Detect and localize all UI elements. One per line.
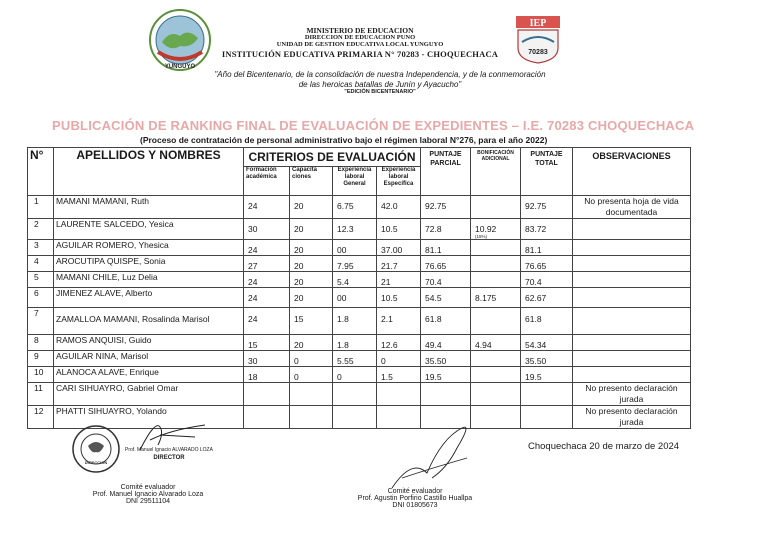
right-signer-role: Comité evaluador xyxy=(387,488,443,495)
row-name: CARI SIHUAYRO, Gabriel Omar xyxy=(56,383,179,393)
row-name-cell xyxy=(54,308,244,335)
row-number: 11 xyxy=(34,383,43,393)
row-exp-especifica-cell xyxy=(377,240,421,256)
row-exp-especifica-cell xyxy=(377,383,421,406)
row-formacion-cell xyxy=(244,367,290,383)
row-exp-especifica: 1.5 xyxy=(381,372,393,382)
row-exp-general: 00 xyxy=(337,293,347,303)
row-puntaje-parcial-cell xyxy=(421,196,471,219)
row-number: 3 xyxy=(34,240,39,250)
row-name: RAMOS ANQUISI, Guido xyxy=(56,335,152,345)
row-exp-general: 6.75 xyxy=(337,201,354,211)
row-capacitaciones: 20 xyxy=(294,201,304,211)
row-name: AGUILAR ROMERO, Yhesica xyxy=(56,240,169,250)
row-bonificacion: 4.94 xyxy=(475,340,492,350)
row-name-cell xyxy=(54,383,244,406)
row-formacion-cell xyxy=(244,288,290,308)
row-observaciones: No presento declaración jurada xyxy=(585,406,678,427)
row-puntaje-total: 81.1 xyxy=(525,245,542,255)
row-number-cell xyxy=(28,219,54,240)
motto-line-1: "Año del Bicentenario, de la consolidación de nuestra Independencia, y de la conmemoración xyxy=(214,70,546,79)
row-puntaje-parcial: 49.4 xyxy=(425,340,442,350)
row-name: ZAMALLOA MAMANI, Rosalinda Marisol xyxy=(56,314,210,324)
row-capacitaciones: 0 xyxy=(294,372,299,382)
right-signer-name: Prof. Agustin Porfirio Castillo Huallpa xyxy=(357,495,473,502)
table-row xyxy=(28,288,691,308)
row-exp-especifica: 12.6 xyxy=(381,340,398,350)
row-puntaje-total-cell xyxy=(521,367,573,383)
row-exp-general-cell xyxy=(333,406,377,429)
row-number: 1 xyxy=(34,196,39,206)
row-exp-general-cell xyxy=(333,272,377,288)
row-puntaje-total: 76.65 xyxy=(525,261,547,271)
table-row xyxy=(28,367,691,383)
row-name: PHATTI SIHUAYRO, Yolando xyxy=(56,406,167,416)
row-number-cell xyxy=(28,351,54,367)
right-signer-dni: DNI 01805673 xyxy=(392,502,438,509)
header-bonificacion: BONIFICACIÓN ADICIONAL xyxy=(471,148,521,196)
row-formacion: 24 xyxy=(248,293,258,303)
row-bonificacion: 10.92 xyxy=(475,224,497,234)
row-exp-general-cell xyxy=(333,219,377,240)
row-exp-general-cell xyxy=(333,308,377,335)
row-formacion-cell xyxy=(244,406,290,429)
row-number: 4 xyxy=(34,256,39,266)
right-logo-text: IEP xyxy=(529,18,547,29)
row-formacion: 24 xyxy=(248,245,258,255)
row-bonificacion-cell xyxy=(471,308,521,335)
row-puntaje-parcial: 61.8 xyxy=(425,314,442,324)
row-exp-especifica: 37.00 xyxy=(381,245,403,255)
ranking-table-body xyxy=(28,196,691,429)
row-number-cell xyxy=(28,288,54,308)
left-signer-role: Comité evaluador xyxy=(120,484,176,491)
row-exp-especifica-cell xyxy=(377,308,421,335)
row-number-cell xyxy=(28,406,54,429)
left-signer-name: Prof. Manuel Ignacio Alvarado Loza xyxy=(92,491,204,498)
row-formacion: 24 xyxy=(248,277,258,287)
row-name-cell xyxy=(54,335,244,351)
row-name: AGUILAR NINA, Marisol xyxy=(56,351,149,361)
table-row xyxy=(28,308,691,335)
header-exp-general: Experiencia laboral General xyxy=(333,167,377,196)
row-exp-especifica-cell xyxy=(377,367,421,383)
iep-shield-logo xyxy=(514,14,562,64)
row-capacitaciones-cell xyxy=(290,288,333,308)
row-puntaje-total-cell xyxy=(521,219,573,240)
table-row xyxy=(28,272,691,288)
row-exp-general-cell xyxy=(333,367,377,383)
table-row xyxy=(28,196,691,219)
row-capacitaciones-cell xyxy=(290,351,333,367)
row-exp-especifica: 21.7 xyxy=(381,261,398,271)
row-exp-especifica-cell xyxy=(377,288,421,308)
seal-text: DIRECCION xyxy=(84,460,108,465)
row-capacitaciones-cell xyxy=(290,256,333,272)
row-name-cell xyxy=(54,196,244,219)
row-exp-especifica: 0 xyxy=(381,356,386,366)
row-formacion-cell xyxy=(244,351,290,367)
row-exp-especifica: 42.0 xyxy=(381,201,398,211)
row-exp-general-cell xyxy=(333,288,377,308)
row-name-cell xyxy=(54,219,244,240)
row-puntaje-total-cell xyxy=(521,240,573,256)
motto-edition: "EDICIÓN BICENTENARIO" xyxy=(344,89,416,95)
row-puntaje-total-cell xyxy=(521,272,573,288)
right-signer xyxy=(340,488,490,509)
row-exp-general: 5.4 xyxy=(337,277,349,287)
right-signature xyxy=(372,418,492,498)
row-capacitaciones-cell xyxy=(290,272,333,288)
table-row xyxy=(28,383,691,406)
row-number: 8 xyxy=(34,335,39,345)
row-observaciones-cell xyxy=(573,335,691,351)
row-observaciones-cell xyxy=(573,256,691,272)
row-exp-general: 00 xyxy=(337,245,347,255)
header-names: APELLIDOS Y NOMBRES xyxy=(54,148,244,196)
row-exp-especifica-cell xyxy=(377,272,421,288)
row-name-cell xyxy=(54,256,244,272)
row-puntaje-parcial-cell xyxy=(421,272,471,288)
header-puntaje-total: PUNTAJE TOTAL xyxy=(521,148,573,196)
right-logo-number: 70283 xyxy=(528,49,548,56)
row-name: LAURENTE SALCEDO, Yesica xyxy=(56,219,174,229)
ranking-table xyxy=(27,147,691,429)
row-observaciones-cell xyxy=(573,308,691,335)
left-logo-text: YUNGUYO xyxy=(164,64,196,70)
row-exp-general-cell xyxy=(333,335,377,351)
row-number-cell xyxy=(28,240,54,256)
row-capacitaciones-cell xyxy=(290,367,333,383)
row-exp-especifica: 21 xyxy=(381,277,391,287)
row-number-cell xyxy=(28,272,54,288)
row-puntaje-parcial-cell xyxy=(421,383,471,406)
row-formacion: 27 xyxy=(248,261,258,271)
row-puntaje-parcial: 35.50 xyxy=(425,356,447,366)
row-observaciones-cell xyxy=(573,406,691,429)
row-number-cell xyxy=(28,196,54,219)
row-bonificacion-cell xyxy=(471,256,521,272)
row-formacion-cell xyxy=(244,383,290,406)
row-number-cell xyxy=(28,383,54,406)
row-number: 6 xyxy=(34,288,39,298)
row-puntaje-parcial-cell xyxy=(421,367,471,383)
header-n: N° xyxy=(28,148,54,196)
row-name-cell xyxy=(54,351,244,367)
row-puntaje-parcial: 19.5 xyxy=(425,372,442,382)
row-exp-especifica-cell xyxy=(377,335,421,351)
table-row xyxy=(28,335,691,351)
row-observaciones-cell xyxy=(573,383,691,406)
row-capacitaciones: 20 xyxy=(294,340,304,350)
row-puntaje-total-cell xyxy=(521,288,573,308)
row-puntaje-parcial-cell xyxy=(421,240,471,256)
row-formacion: 15 xyxy=(248,340,258,350)
row-bonificacion-cell xyxy=(471,272,521,288)
row-name-cell xyxy=(54,272,244,288)
row-exp-especifica: 10.5 xyxy=(381,224,398,234)
row-bonificacion-note: (15%) xyxy=(475,234,488,239)
header-observaciones: OBSERVACIONES xyxy=(573,148,691,196)
row-puntaje-parcial-cell xyxy=(421,351,471,367)
header-formacion: Formación académica xyxy=(244,167,290,196)
row-puntaje-total-cell xyxy=(521,196,573,219)
director-seal xyxy=(70,424,122,474)
row-formacion: 30 xyxy=(248,356,258,366)
row-name: JIMENEZ ALAVE, Alberto xyxy=(56,288,153,298)
row-bonificacion-cell xyxy=(471,383,521,406)
row-number-cell xyxy=(28,256,54,272)
row-exp-especifica-cell xyxy=(377,351,421,367)
row-bonificacion-cell xyxy=(471,351,521,367)
row-formacion-cell xyxy=(244,219,290,240)
row-capacitaciones-cell xyxy=(290,219,333,240)
document-date: Choquechaca 20 de marzo de 2024 xyxy=(528,441,680,452)
row-capacitaciones-cell xyxy=(290,308,333,335)
director-stamp-name: Prof. Manuel Ignacio ALVARADO LOZA xyxy=(125,447,213,453)
header-capacitaciones: Capacita ciones xyxy=(290,167,333,196)
left-signer-dni: DNI 29511104 xyxy=(125,498,171,505)
row-bonificacion: 8.175 xyxy=(475,293,497,303)
row-puntaje-total-cell xyxy=(521,351,573,367)
row-exp-general-cell xyxy=(333,196,377,219)
row-exp-especifica: 10.5 xyxy=(381,293,398,303)
row-exp-general-cell xyxy=(333,351,377,367)
row-name: MAMANI MAMANI, Ruth xyxy=(56,196,150,206)
row-capacitaciones-cell xyxy=(290,196,333,219)
row-puntaje-total: 70.4 xyxy=(525,277,542,287)
row-number: 9 xyxy=(34,351,39,361)
row-puntaje-total-cell xyxy=(521,308,573,335)
header-puntaje-parcial: PUNTAJE PARCIAL xyxy=(421,148,471,196)
row-puntaje-parcial: 70.4 xyxy=(425,277,442,287)
row-bonificacion-cell xyxy=(471,219,521,240)
row-exp-general-cell xyxy=(333,383,377,406)
row-puntaje-parcial-cell xyxy=(421,288,471,308)
row-puntaje-total-cell xyxy=(521,335,573,351)
row-puntaje-parcial-cell xyxy=(421,335,471,351)
document-subtitle: (Proceso de contratación de personal administrativo bajo el régimen laboral N°276, para el año 2022) xyxy=(140,135,548,145)
row-number-cell xyxy=(28,367,54,383)
row-puntaje-total: 61.8 xyxy=(525,314,542,324)
row-exp-general: 0 xyxy=(337,372,342,382)
row-number: 10 xyxy=(34,367,44,377)
row-name-cell xyxy=(54,367,244,383)
motto xyxy=(150,70,610,89)
row-puntaje-total: 83.72 xyxy=(525,224,547,234)
row-puntaje-total-cell xyxy=(521,383,573,406)
row-number-cell xyxy=(28,335,54,351)
row-exp-general-cell xyxy=(333,240,377,256)
row-observaciones-cell xyxy=(573,351,691,367)
director-stamp-role: DIRECTOR xyxy=(153,455,185,461)
institution-heading: INSTITUCIÓN EDUCATIVA PRIMARIA N° 70283 - CHOQUECHACA xyxy=(221,49,499,59)
header-exp-especifica: Experiencia laboral Específica xyxy=(377,167,421,196)
row-exp-general-cell xyxy=(333,256,377,272)
row-bonificacion-cell xyxy=(471,240,521,256)
row-capacitaciones-cell xyxy=(290,240,333,256)
row-name-cell xyxy=(54,240,244,256)
row-capacitaciones: 20 xyxy=(294,261,304,271)
row-capacitaciones: 20 xyxy=(294,224,304,234)
row-puntaje-parcial: 72.8 xyxy=(425,224,442,234)
row-bonificacion-cell xyxy=(471,367,521,383)
row-name: ALANOCA ALAVE, Enrique xyxy=(56,367,159,377)
row-exp-especifica-cell xyxy=(377,196,421,219)
row-puntaje-parcial: 54.5 xyxy=(425,293,442,303)
row-capacitaciones: 20 xyxy=(294,293,304,303)
row-formacion-cell xyxy=(244,272,290,288)
row-formacion: 30 xyxy=(248,224,258,234)
row-formacion-cell xyxy=(244,335,290,351)
row-number: 12 xyxy=(34,406,44,416)
row-number: 2 xyxy=(34,219,39,229)
row-exp-general: 5.55 xyxy=(337,356,354,366)
row-observaciones-cell xyxy=(573,288,691,308)
row-number: 7 xyxy=(34,308,39,318)
row-observaciones-cell xyxy=(573,240,691,256)
motto-line-2: de las heroicas batallas de Junín y Ayacucho" xyxy=(298,79,462,89)
document-title: PUBLICACIÓN DE RANKING FINAL DE EVALUACIÓN DE EXPEDIENTES – I.E. 70283 CHOQUECHACA xyxy=(52,118,695,133)
row-formacion: 18 xyxy=(248,372,258,382)
row-puntaje-total: 54.34 xyxy=(525,340,547,350)
row-bonificacion-cell xyxy=(471,288,521,308)
row-puntaje-parcial: 92.75 xyxy=(425,201,447,211)
row-exp-especifica: 2.1 xyxy=(381,314,393,324)
direction-heading: DIRECCION DE EDUCACION PUNO xyxy=(304,34,416,41)
row-capacitaciones-cell xyxy=(290,335,333,351)
row-capacitaciones: 20 xyxy=(294,277,304,287)
ministry-heading: MINISTERIO DE EDUCACION xyxy=(306,26,414,35)
row-formacion-cell xyxy=(244,240,290,256)
row-capacitaciones: 20 xyxy=(294,245,304,255)
row-puntaje-total: 62.67 xyxy=(525,293,547,303)
row-capacitaciones-cell xyxy=(290,406,333,429)
table-row xyxy=(28,351,691,367)
row-puntaje-parcial-cell xyxy=(421,256,471,272)
row-exp-general: 1.8 xyxy=(337,314,349,324)
ugel-heading: UNIDAD DE GESTION EDUCATIVA LOCAL YUNGUYO xyxy=(276,41,444,48)
row-puntaje-parcial: 76.65 xyxy=(425,261,447,271)
row-number: 5 xyxy=(34,272,39,282)
row-puntaje-total: 92.75 xyxy=(525,201,547,211)
row-observaciones-cell xyxy=(573,367,691,383)
row-puntaje-total-cell xyxy=(521,406,573,429)
row-puntaje-total: 35.50 xyxy=(525,356,547,366)
row-exp-especifica-cell xyxy=(377,219,421,240)
header-criteria: CRITERIOS DE EVALUACIÓN xyxy=(244,148,421,167)
table-row xyxy=(28,256,691,272)
row-observaciones-cell xyxy=(573,219,691,240)
table-row xyxy=(28,219,691,240)
row-puntaje-total-cell xyxy=(521,256,573,272)
row-observaciones: No presenta hoja de vida documentada xyxy=(584,196,679,217)
row-puntaje-total: 19.5 xyxy=(525,372,542,382)
row-formacion-cell xyxy=(244,308,290,335)
row-observaciones-cell xyxy=(573,196,691,219)
row-exp-general: 7.95 xyxy=(337,261,354,271)
row-name-cell xyxy=(54,288,244,308)
row-formacion-cell xyxy=(244,256,290,272)
row-number-cell xyxy=(28,308,54,335)
row-name: MAMANI CHILE, Luz Delia xyxy=(56,272,158,282)
row-name: AROCUTIPA QUISPE, Sonia xyxy=(56,256,166,266)
row-exp-general: 1.8 xyxy=(337,340,349,350)
row-observaciones: No presento declaración jurada xyxy=(585,383,678,404)
row-formacion: 24 xyxy=(248,314,258,324)
row-bonificacion-cell xyxy=(471,335,521,351)
left-signer xyxy=(78,484,218,505)
row-observaciones-cell xyxy=(573,272,691,288)
row-capacitaciones: 15 xyxy=(294,314,304,324)
row-exp-general: 12.3 xyxy=(337,224,354,234)
row-puntaje-parcial: 81.1 xyxy=(425,245,442,255)
row-formacion: 24 xyxy=(248,201,258,211)
row-exp-especifica-cell xyxy=(377,256,421,272)
table-row xyxy=(28,240,691,256)
row-puntaje-parcial-cell xyxy=(421,308,471,335)
row-puntaje-parcial-cell xyxy=(421,219,471,240)
row-capacitaciones-cell xyxy=(290,383,333,406)
row-bonificacion-cell xyxy=(471,196,521,219)
row-formacion-cell xyxy=(244,196,290,219)
row-capacitaciones: 0 xyxy=(294,356,299,366)
